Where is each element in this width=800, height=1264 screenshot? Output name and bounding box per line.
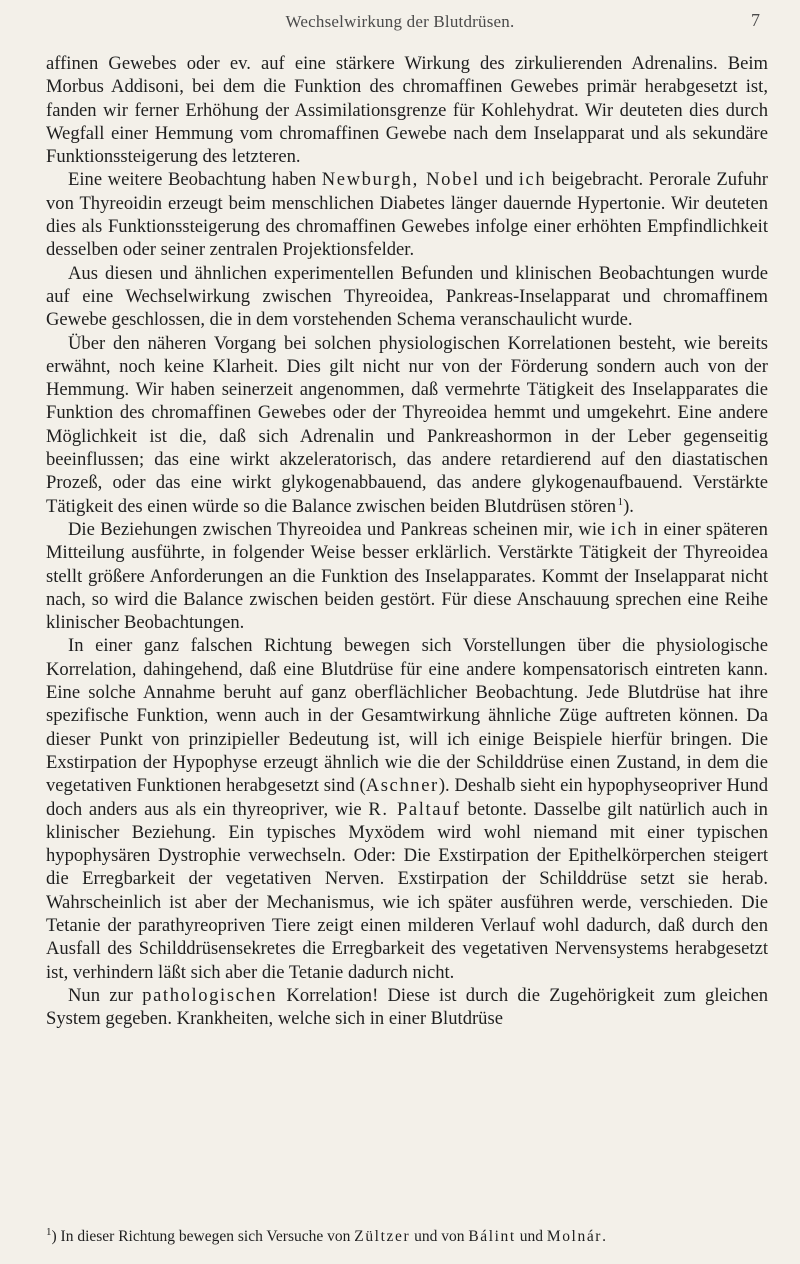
author-names: Newburgh, Nobel bbox=[321, 169, 480, 191]
paragraph-text: Über den näheren Vorgang bei solchen physiologischen Korrelationen besteht, wie bereits erwähnt, noch keine Klarheit. Dies gilt nicht nur von der Förderung sondern auch von der Hemmung. Wir haben seinerzeit angenommen, daß vermehrte Tätigkeit des Inselapparates die Funktion des chromaffinen Gewebes oder der Thyreoidea hemmt und umgekehrt. Eine andere Möglichkeit ist die, daß sich Adrenalin und Pankreashormon in der Leber gegenseitig beeinflussen; das eine wirkt akzeleratorisch, das andere retardierend auf den diastatischen Prozeß, oder das eine wirkt glykogenabbauend, das andere glykogenaufbauend. Verstärkte Tätigkeit des einen würde so die Balance zwischen beiden Blutdrüsen stören bbox=[46, 332, 768, 517]
footnote-marker: 1 bbox=[46, 1225, 52, 1238]
body-text bbox=[46, 52, 768, 1030]
paragraph-text: betonte. Dasselbe gilt natürlich auch in klinischer Beziehung. Ein typisches Myxödem wird wohl niemand mit einer typischen hypophysären Dystrophie verwechseln. Oder: Die Exstirpation der Epithelkörperchen steigert die Erregbarkeit der vegetativen Nerven. Exstirpation der Schilddrüse setzt sie herab. Wahrscheinlich ist aber der Mechanismus, wie ich später ausführen werde, verschieden. Die Tetanie der parathyreopriven Tiere zeigt einen milderen Verlauf wohl dadurch, daß durch den Ausfall des Schilddrüsensekretes die Erregbarkeit des vegetativen Nervensystems herabgesetzt ist, verhindern läßt sich aber die Tetanie dadurch nicht. bbox=[46, 798, 768, 983]
paragraph-5 bbox=[46, 518, 768, 634]
author-self: ich bbox=[518, 169, 547, 191]
paragraph-text: Nun zur bbox=[68, 984, 133, 1006]
footnote-reference: 1 bbox=[617, 495, 624, 508]
footnote-text: und von bbox=[414, 1228, 465, 1245]
paragraph-7 bbox=[46, 984, 768, 1031]
author-self: ich bbox=[610, 518, 639, 540]
paragraph-text: Eine weitere Beobachtung haben bbox=[68, 169, 317, 191]
paragraph-text: affinen Gewebes oder ev. auf eine stärkere Wirkung des zirkulierenden Adrenalins. Beim Morbus Addisoni, bei dem die Funktion des chromaffinen Gewebes primär herabgesetzt ist, fanden wir ferner Erhöhung der Assimilationsgrenze für Kohlehydrat. Wir deuteten dies durch Wegfall einer Hemmung vom chromaffinen Gewebe nach dem Inselapparat und als sekundäre Funktionssteigerung des letzteren. bbox=[46, 53, 768, 168]
running-head: Wechselwirkung der Blutdrüsen. bbox=[285, 12, 515, 31]
page-header bbox=[0, 10, 800, 34]
paragraph-3 bbox=[46, 262, 768, 332]
author-name: R. Paltauf bbox=[368, 798, 461, 820]
paragraph-text: ). bbox=[623, 495, 634, 517]
paragraph-text: in einer späteren Mitteilung ausführte, in folgender Weise besser erklärlich. Verstärkte Tätigkeit der Thyreoidea stellt größere Anforderungen an die Funktion des Inselapparates. Kommt der Inselapparat nicht nach, so wird die Balance zwischen beiden gestört. Für diese Anschauung sprechen eine Reihe klinischer Beobachtungen. bbox=[46, 518, 768, 634]
author-name: Aschner bbox=[365, 775, 439, 797]
paragraph-1 bbox=[46, 52, 768, 168]
paragraph-text: In einer ganz falschen Richtung bewegen sich Vorstellungen über die physiologische Korrelation, dahingehend, daß eine Blutdrüse für eine andere kompensatorisch eintreten kann. Eine solche Annahme beruht auf ganz oberflächlicher Beobachtung. Jede Blutdrüse hat ihre spezifische Funktion, wenn auch in der Gesamtwirkung ähnliche Züge auftreten können. Da dieser Punkt von prinzipieller Bedeutung ist, will ich einige Beispiele hierfür bringen. Die Exstirpation der Hypophyse erzeugt ähnlich wie die der Schilddrüse einen Zustand, in dem die vegetativen Funktionen herabgesetzt sind ( bbox=[46, 635, 768, 797]
footnote-text: . bbox=[602, 1228, 606, 1245]
paragraph-4 bbox=[46, 332, 768, 518]
paragraph-text: Korrelation! Diese ist durch die Zugehörigkeit zum gleichen System gegeben. Krankheiten, welche sich in einer Blutdrüse bbox=[46, 984, 769, 1030]
paragraph-text: beigebracht. Perorale Zufuhr von Thyreoidin erzeugt beim menschlichen Diabetes länger dauernde Hypertonie. Wir deuteten dies als Funktionssteigerung des chromaffinen Gewebes infolge einer erhöhten Empfindlichkeit desselben oder seiner zentralen Projektionsfelder. bbox=[46, 169, 768, 261]
footnote bbox=[46, 1225, 768, 1246]
author-name: Molnár bbox=[546, 1228, 603, 1245]
footnote-text: ) In dieser Richtung bewegen sich Versuche von bbox=[51, 1228, 351, 1245]
paragraph-text: und bbox=[485, 169, 514, 191]
footnote-text: und bbox=[519, 1228, 543, 1245]
author-name: Zültzer bbox=[354, 1228, 411, 1245]
paragraph-6 bbox=[46, 634, 768, 983]
page-number: 7 bbox=[751, 10, 760, 30]
author-name: Bálint bbox=[468, 1228, 516, 1245]
paragraph-text: Die Beziehungen zwischen Thyreoidea und Pankreas scheinen mir, wie bbox=[68, 518, 606, 540]
paragraph-text: ). Deshalb sieht ein hypophyseopriver Hund doch anders aus als ein thyreopriver, wie bbox=[46, 775, 768, 820]
paragraph-2 bbox=[46, 168, 768, 261]
emphasized-term: pathologischen bbox=[142, 984, 278, 1006]
paragraph-text: Aus diesen und ähnlichen experimentellen Befunden und klinischen Beobachtungen wurde auf eine Wechselwirkung zwischen Thyreoidea, Pankreas-Inselapparat und chromaffinem Gewebe geschlossen, die in dem vorstehenden Schema veranschaulicht wurde. bbox=[46, 262, 768, 331]
